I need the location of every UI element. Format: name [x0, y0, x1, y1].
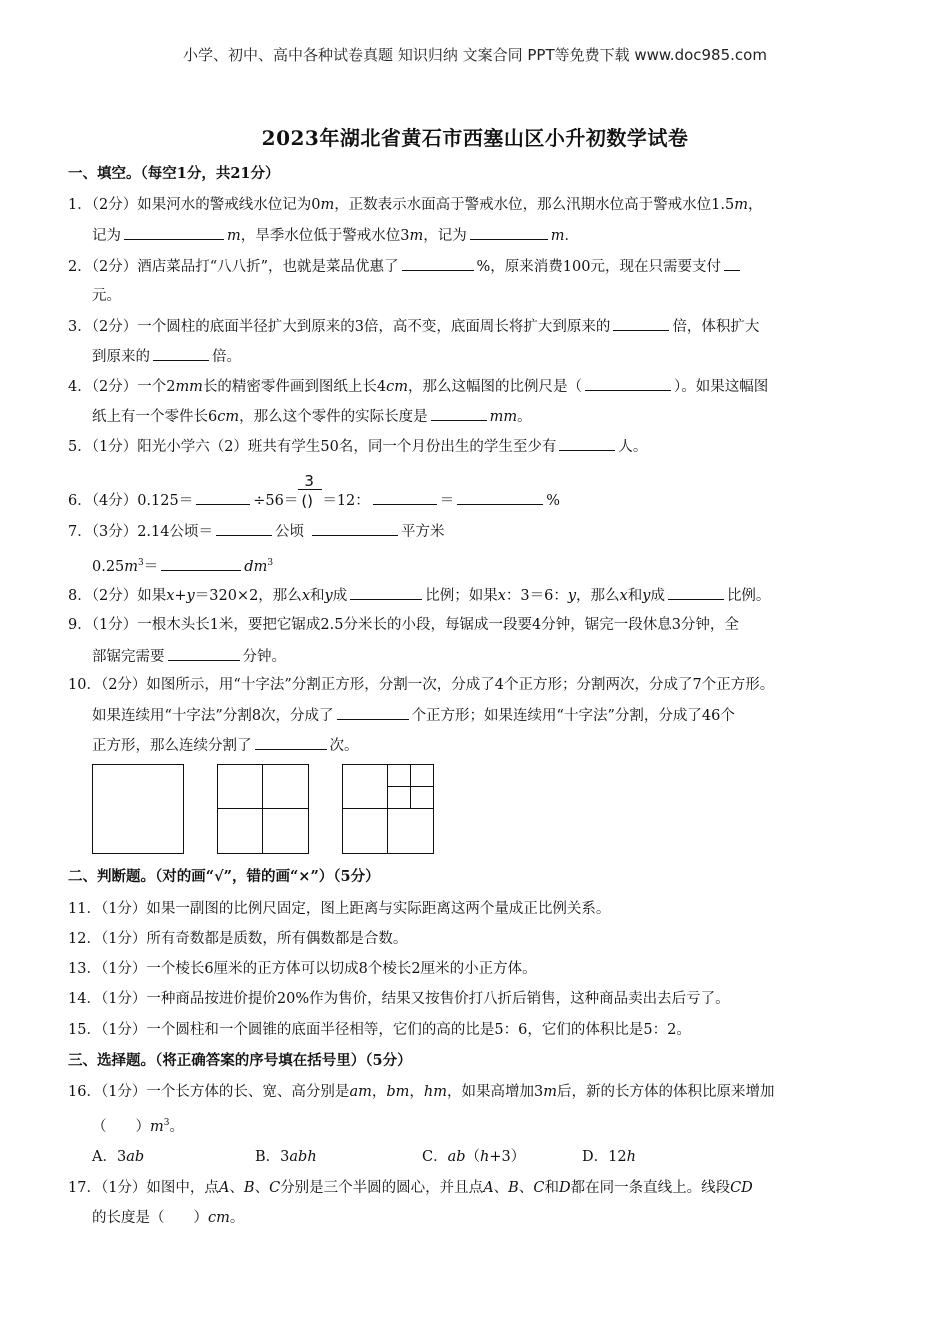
question-5: 5．（1分）阳光小学六（2）班共有学生50名，同一个月份出生的学生至少有 人。 [68, 436, 647, 457]
answer-blank[interactable] [585, 376, 671, 391]
question-7-line-2: $0.25m^3= dm^3$ [92, 553, 273, 577]
answer-blank[interactable] [613, 316, 669, 331]
answer-blank[interactable] [457, 490, 543, 505]
answer-blank[interactable] [312, 521, 398, 536]
question-14: 14．（1分）一种商品按进价提价20%作为售价，结果又按售价打八折后销售，这种商品卖出去后亏了。 [68, 991, 730, 1007]
question-10-line-3: 正方形，那么连续分割了 次。 [92, 735, 359, 756]
section-3-heading: 三、选择题。（将正确答案的序号填在括号里）（5分） [68, 1052, 412, 1069]
question-6: 6．（4分）0.125＝ ÷56＝ $\frac{3}{()}$ ＝12： ＝ % [68, 472, 561, 510]
divider [342, 808, 434, 809]
question-17-line-2: 的长度是（ ）cm。 [92, 1210, 245, 1226]
question-13: 13．（1分）一个棱长6厘米的正方体可以切成8个棱长2厘米的小正方体。 [68, 961, 537, 977]
answer-blank[interactable] [559, 436, 615, 451]
answer-blank[interactable] [470, 225, 548, 240]
answer-blank[interactable] [350, 585, 422, 600]
question-4-line-2: 纸上有一个零件长6cm，那么这个零件的实际长度是 mm。 [92, 406, 532, 427]
answer-blank[interactable] [431, 406, 487, 421]
question-16-line-1: 16．（1分）一个长方体的长、宽、高分别是am，bm，hm，如果高增加3m后，新的长方体的体积比原来增加 [68, 1084, 775, 1100]
question-8: 8．（2分）如果x+y＝320×2，那么x和y成 比例；如果x：3＝6：y，那么x和y成 比例。 [68, 585, 770, 606]
question-2-line-1: 2．（2分）酒店菜品打“八八折”，也就是菜品优惠了 %，原来消费100元，现在只需要支付 [68, 256, 743, 277]
question-11: 11．（1分）如果一副图的比例尺固定，图上距离与实际距离这两个量成正比例关系。 [68, 901, 611, 917]
square-figure-1 [92, 764, 184, 854]
answer-blank[interactable] [724, 256, 740, 271]
question-10-line-2: 如果连续用“十字法”分割8次，分成了 个正方形；如果连续用“十字法”分割，分成了46个 [92, 705, 735, 726]
answer-blank[interactable] [668, 585, 724, 600]
question-1-line-1: 1．（2分）如果河水的警戒线水位记为0m，正数表示水面高于警戒水位，那么汛期水位高于警戒水位1.5m， [68, 197, 763, 213]
answer-blank[interactable] [161, 556, 241, 571]
answer-blank[interactable] [373, 490, 437, 505]
question-12: 12．（1分）所有奇数都是质数，所有偶数都是合数。 [68, 931, 408, 947]
question-7-line-1: 7．（3分）2.14公顷＝ 公顷 平方米 [68, 521, 445, 542]
question-3-line-2: 到原来的 倍。 [92, 346, 241, 367]
question-9-line-2: 部锯完需要 分钟。 [92, 646, 286, 667]
square-figure-2 [217, 764, 309, 854]
answer-blank[interactable] [153, 346, 209, 361]
question-9-line-1: 9．（1分）一根木头长1米，要把它锯成2.5分米长的小段，每锯成一段要4分钟，锯完一段休息3分钟，全 [68, 617, 739, 633]
option-c[interactable]: C．ab（h+3） [422, 1149, 526, 1165]
divider [217, 808, 309, 809]
answer-blank[interactable] [337, 705, 409, 720]
section-1-heading: 一、填空。（每空1分，共21分） [68, 165, 280, 182]
answer-blank[interactable] [168, 646, 240, 661]
option-a[interactable]: A．3ab [92, 1149, 145, 1165]
answer-blank[interactable] [402, 256, 474, 271]
answer-blank[interactable] [255, 735, 327, 750]
section-2-heading: 二、判断题。（对的画“√”，错的画“×”）（5分） [68, 868, 380, 885]
divider [262, 764, 263, 854]
question-2-line-2: 元。 [92, 288, 121, 304]
option-b[interactable]: B．3abh [255, 1149, 317, 1165]
question-10-line-1: 10．（2分）如图所示，用“十字法”分割正方形，分割一次，分成了4个正方形；分割两次，分成了7个正方形。 [68, 677, 775, 693]
question-3-line-1: 3．（2分）一个圆柱的底面半径扩大到原来的3倍，高不变，底面周长将扩大到原来的 倍，体积扩大 [68, 316, 759, 337]
page-title: 2023年湖北省黄石市西塞山区小升初数学试卷 [261, 126, 689, 150]
answer-blank[interactable] [196, 490, 250, 505]
question-17-line-1: 17．（1分）如图中，点A、B、C分别是三个半圆的圆心，并且点A、B、C和D都在同一条直线上。线段CD [68, 1180, 753, 1196]
question-4-line-1: 4．（2分）一个2mm长的精密零件画到图纸上长4cm，那么这幅图的比例尺是（ ）。如果这幅图 [68, 376, 768, 397]
header-watermark: 小学、初中、高中各种试卷真题 知识归纳 文案合同 PPT等免费下载 www.doc985.com [183, 46, 767, 64]
square-figure-3 [342, 764, 434, 854]
question-16-options [92, 1147, 636, 1167]
fraction: $\frac{3}{()}$ [298, 491, 322, 511]
question-16-line-2: （ ）$m^3$。 [92, 1118, 184, 1135]
question-15: 15．（1分）一个圆柱和一个圆锥的底面半径相等，它们的高的比是5：6，它们的体积比是5：2。 [68, 1022, 691, 1038]
divider [387, 786, 434, 787]
divider [387, 764, 388, 854]
question-1-line-2: 记为 m，旱季水位低于警戒水位3m，记为 m． [92, 225, 579, 246]
answer-blank[interactable] [216, 521, 272, 536]
option-d[interactable]: D．12h [582, 1149, 636, 1165]
answer-blank[interactable] [124, 225, 224, 240]
